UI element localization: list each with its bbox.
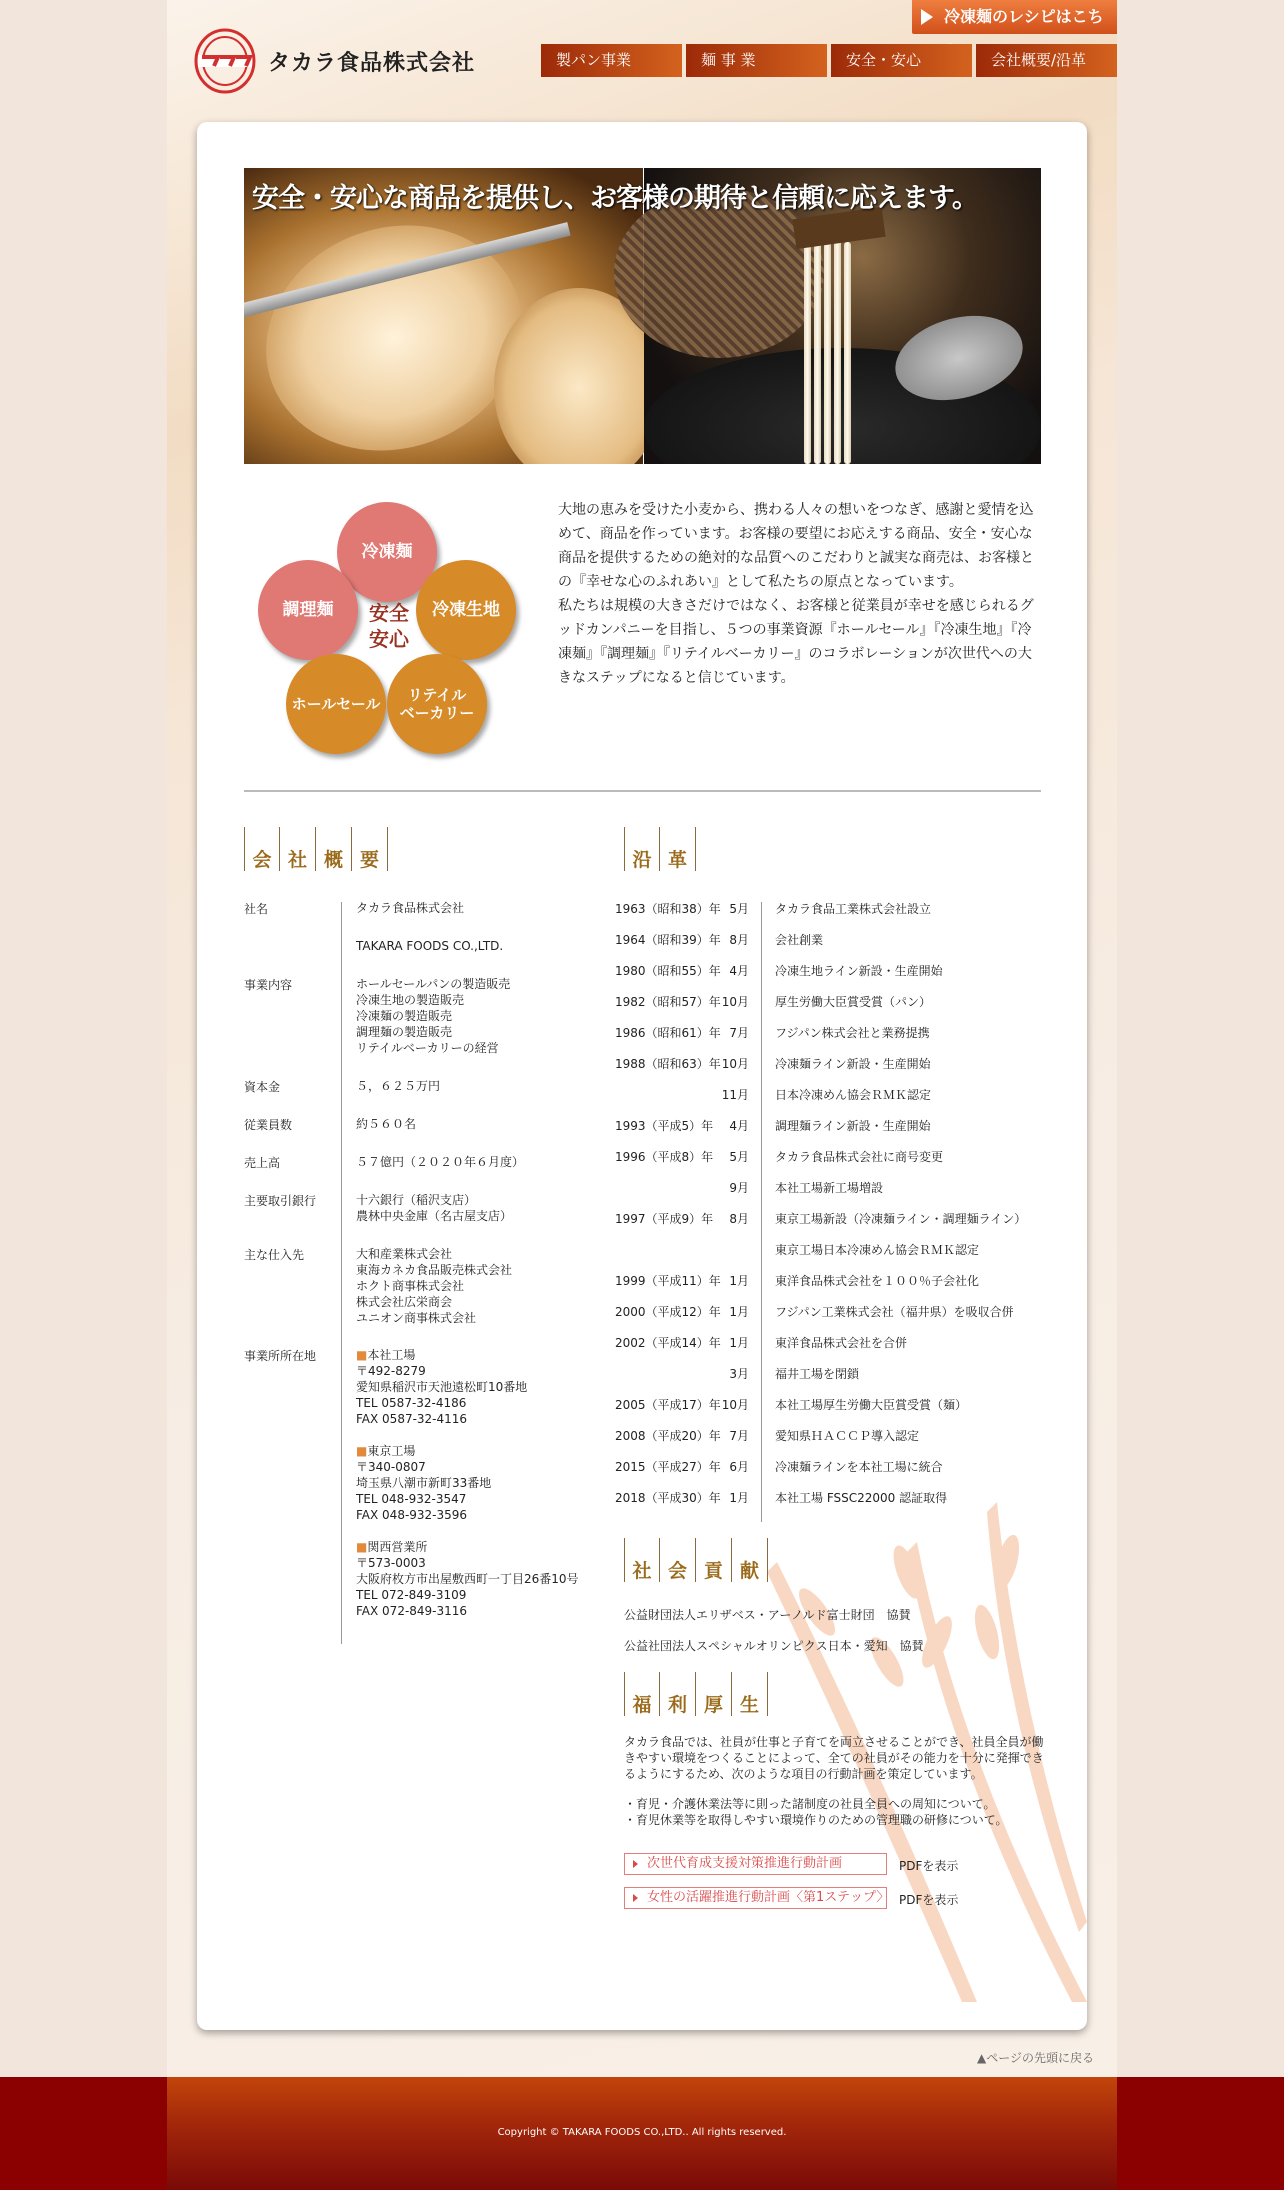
history-year: 1996（平成8）年 [615, 1150, 714, 1164]
overview-value-line: リテイルベーカリーの経営 [356, 1041, 499, 1055]
company-logo-icon[interactable] [194, 28, 256, 94]
history-month: 9月 [729, 1181, 749, 1195]
history-month: 10月 [721, 1057, 749, 1071]
header [167, 0, 1117, 120]
triangle-right-icon [633, 1894, 638, 1902]
history-event: 愛知県ＨＡＣＣＰ導入認定 [775, 1429, 920, 1443]
circle-wholesale[interactable]: ホールセール [286, 654, 386, 754]
history-month: 6月 [729, 1460, 749, 1474]
overview-value-line: ユニオン商事株式会社 [356, 1311, 477, 1325]
page-wrapper [167, 0, 1117, 2077]
history-event: 冷凍麺ライン新設・生産開始 [775, 1057, 931, 1071]
square-bullet-icon: ■ [356, 1348, 368, 1362]
history-year: 1999（平成11）年 [615, 1274, 721, 1288]
history-year: 2005（平成17）年 [615, 1398, 721, 1412]
history-month: 10月 [721, 1398, 749, 1412]
history-year: 2000（平成12）年 [615, 1305, 721, 1319]
history-month: 5月 [729, 1150, 749, 1164]
overview-value-line: FAX 072-849-3116 [356, 1604, 468, 1618]
overview-value-line: 〒573-0003 [356, 1556, 426, 1570]
contribution-item: 公益社団法人スペシャルオリンピクス日本・愛知 協賛 [624, 1639, 924, 1653]
history-month: 1月 [729, 1336, 749, 1350]
overview-value-line [356, 1523, 579, 1539]
overview-value-line: ホクト商事株式会社 [356, 1279, 465, 1293]
office-name: 関西営業所 [367, 1540, 428, 1554]
history-vertical-rule [761, 902, 762, 1522]
overview-value-line: 株式会社広栄商会 [356, 1295, 453, 1309]
history-event: 東洋食品株式会社を合併 [775, 1336, 908, 1350]
overview-value [356, 1246, 512, 1326]
overview-value [356, 976, 510, 1056]
overview-value-line: TAKARA FOODS CO.,LTD. [356, 939, 504, 953]
overview-value-line: ホールセールパンの製造販売 [356, 977, 511, 991]
history-event: 本社工場厚生労働大臣賞受賞（麺） [775, 1398, 968, 1412]
overview-value-line: 冷凍麺の製造販売 [356, 1009, 453, 1023]
history-event: 福井工場を閉鎖 [775, 1367, 860, 1381]
overview-label: 主要取引銀行 [244, 1194, 317, 1208]
history-year: 2015（平成27）年 [615, 1460, 721, 1474]
overview-value-line: TEL 072-849-3109 [356, 1588, 467, 1602]
circle-retail-bakery[interactable]: リテイル ベーカリー [387, 654, 487, 754]
intro-paragraph: 私たちは規模の大きさだけではなく、お客様と従業員が幸せを感じられるグッドカンパニーを目指し、５つの事業資源『ホールセール』『冷凍生地』『冷凍麺』『調理麺』『リテイルベーカリー』のコラボレーションが次世代への大きなステップになると信じています。 [558, 598, 1034, 686]
overview-label: 主な仕入先 [244, 1248, 305, 1262]
history-month: 3月 [729, 1367, 749, 1381]
overview-value-line: 愛知県稲沢市天池遠松町10番地 [356, 1380, 528, 1394]
overview-value-line: TEL 048-932-3547 [356, 1492, 467, 1506]
overview-value-line [356, 1443, 579, 1459]
overview-value [356, 1078, 440, 1094]
overview-value-line [356, 1427, 579, 1443]
overview-value [356, 1192, 512, 1224]
history-year: 1986（昭和61）年 [615, 1026, 721, 1040]
overview-value [356, 1347, 579, 1619]
contribution-item: 公益財団法人エリザベス・アーノルド富士財団 協賛 [624, 1608, 911, 1622]
square-bullet-icon: ■ [356, 1444, 368, 1458]
triangle-right-icon [633, 1860, 638, 1868]
overview-value [356, 1116, 416, 1132]
overview-value-line: 大和産業株式会社 [356, 1247, 453, 1261]
circle-frozen-noodle[interactable]: 冷凍麺 [337, 502, 437, 602]
footer-inner [167, 2077, 1117, 2190]
history-event: 冷凍麺ラインを本社工場に統合 [775, 1460, 943, 1474]
history-year: 1982（昭和57）年 [615, 995, 721, 1009]
nav-noodle[interactable]: 麺 事 業 [686, 44, 827, 77]
arrow-right-icon [921, 9, 933, 25]
history-year: 1963（昭和38）年 [615, 902, 721, 916]
office-name: 東京工場 [367, 1444, 416, 1458]
copyright: Copyright © TAKARA FOODS CO.,LTD.. All rights reserved. [497, 2127, 787, 2138]
office-name: 本社工場 [367, 1348, 416, 1362]
overview-vertical-rule [341, 902, 342, 1644]
welfare-description: タカラ食品では、社員が仕事と子育てを両立させることができ、社員全員が働きやすい環境をつくることによって、全ての社員がその能力を十分に発揮できるようにするため、次のような項目の行動計画を策定しています。 ・育児・介護休業法等に則った諸制度の社員全員への周知について。 ・育児休業等を取得しやすい環境作りのための管理職の研修について。 [624, 1735, 1044, 1827]
overview-value-line [356, 1539, 579, 1555]
overview-value-line: 〒492-8279 [356, 1364, 426, 1378]
pdf-view-link[interactable]: PDFを表示 [899, 1859, 959, 1873]
history-month: 10月 [721, 995, 749, 1009]
history-year: 1964（昭和39）年 [615, 933, 721, 947]
nav-bread[interactable]: 製パン事業 [541, 44, 682, 77]
overview-value-line: 農林中央金庫（名古屋支店） [356, 1209, 513, 1223]
overview-value-line: タカラ食品株式会社 [356, 901, 465, 915]
history-year: 2008（平成20）年 [615, 1429, 721, 1443]
section-heading-history: 沿 革 [624, 827, 696, 871]
section-heading-contribution: 社 会 貢 献 [624, 1538, 768, 1582]
history-event: 調理麺ライン新設・生産開始 [775, 1119, 931, 1133]
nav-company[interactable]: 会社概要/沿革 [976, 44, 1117, 77]
history-event: タカラ食品株式会社に商号変更 [775, 1150, 944, 1164]
history-event: 日本冷凍めん協会ＲＭＫ認定 [775, 1088, 932, 1102]
overview-label: 従業員数 [244, 1118, 293, 1132]
history-year: 1993（平成5）年 [615, 1119, 714, 1133]
section-divider [244, 790, 1041, 792]
history-month: 8月 [729, 1212, 749, 1226]
overview-label: 資本金 [244, 1080, 281, 1094]
pdf-button-women-plan[interactable]: 女性の活躍推進行動計画〈第1ステップ〉 [624, 1887, 887, 1909]
content-card [197, 122, 1087, 2030]
history-year: 1988（昭和63）年 [615, 1057, 721, 1071]
history-year: 2002（平成14）年 [615, 1336, 721, 1350]
nav-safety[interactable]: 安全・安心 [831, 44, 972, 77]
history-event: 厚生労働大臣賞受賞（パン） [775, 995, 932, 1009]
pdf-button-next-generation-plan[interactable]: 次世代育成支援対策推進行動計画 [624, 1853, 887, 1875]
history-month: 1月 [729, 1491, 749, 1505]
overview-value-line: TEL 0587-32-4186 [356, 1396, 467, 1410]
company-name[interactable]: タカラ食品株式会社 [268, 51, 476, 76]
overview-value-line [356, 1347, 579, 1363]
overview-value-line: 埼玉県八潮市新町33番地 [356, 1476, 492, 1490]
history-event: タカラ食品工業株式会社設立 [775, 902, 932, 916]
section-heading-welfare: 福 利 厚 生 [624, 1672, 768, 1716]
overview-value [356, 938, 503, 954]
overview-value-line: 十六銀行（稲沢支店） [356, 1193, 477, 1207]
history-event: 東洋食品株式会社を１００％子会社化 [775, 1274, 980, 1288]
history-month: 5月 [729, 902, 749, 916]
footer [0, 2077, 1284, 2190]
history-year: 1997（平成9）年 [615, 1212, 714, 1226]
history-event: フジパン株式会社と業務提携 [775, 1026, 930, 1040]
overview-value-line: 調理麺の製造販売 [356, 1025, 453, 1039]
section-heading-overview: 会 社 概 要 [244, 827, 388, 871]
history-event: 冷凍生地ライン新設・生産開始 [775, 964, 943, 978]
hero-title: 安全・安心な商品を提供し、お客様の期待と信頼に応えます。 [252, 183, 978, 214]
overview-value-line: FAX 0587-32-4116 [356, 1412, 468, 1426]
history-month: 7月 [729, 1429, 749, 1443]
overview-value-line: 東海カネカ食品販売株式会社 [356, 1263, 513, 1277]
overview-value-line: ５７億円（２０２０年６月度） [356, 1155, 525, 1169]
business-circles [244, 492, 544, 762]
overview-label: 社名 [244, 902, 269, 916]
main-nav [541, 44, 1117, 77]
overview-label: 売上高 [244, 1156, 281, 1170]
history-month: 4月 [729, 1119, 749, 1133]
history-event: 本社工場新工場増設 [775, 1181, 884, 1195]
history-month: 11月 [721, 1088, 749, 1102]
recipe-link-label: 冷凍麺のレシピはこち [944, 7, 1104, 26]
history-month: 4月 [729, 964, 749, 978]
history-month: 7月 [729, 1026, 749, 1040]
overview-value-line: 大阪府枚方市出屋敷西町一丁目26番10号 [356, 1572, 579, 1586]
overview-value-line: 冷凍生地の製造販売 [356, 993, 465, 1007]
history-event: 会社創業 [775, 933, 824, 947]
hero-banner [244, 168, 1041, 464]
overview-value-line: 〒340-0807 [356, 1460, 426, 1474]
overview-value [356, 1154, 524, 1170]
intro-text [558, 498, 1044, 690]
history-event: 本社工場 FSSC22000 認証取得 [775, 1491, 948, 1505]
overview-value-line: FAX 048-932-3596 [356, 1508, 468, 1522]
history-event: 東京工場新設（冷凍麺ライン・調理麺ライン） [775, 1212, 1027, 1226]
circle-frozen-dough[interactable]: 冷凍生地 [416, 560, 516, 660]
history-month: 1月 [729, 1274, 749, 1288]
square-bullet-icon: ■ [356, 1540, 368, 1554]
overview-value-line: 約５６０名 [356, 1117, 417, 1131]
overview-label: 事業所所在地 [244, 1349, 317, 1363]
overview-value [356, 900, 464, 916]
history-month: 8月 [729, 933, 749, 947]
circle-cooked-noodle[interactable]: 調理麺 [258, 560, 358, 660]
history-year: 1980（昭和55）年 [615, 964, 721, 978]
pdf-view-link[interactable]: PDFを表示 [899, 1893, 959, 1907]
intro-paragraph: 大地の恵みを受けた小麦から、携わる人々の想いをつなぎ、感謝と愛情を込めて、商品を作っています。お客様の要望にお応えする商品、安全・安心な商品を提供するための絶対的な品質へのこだわりと誠実な商売は、お客様との『幸せな心のふれあい』として私たちの原点となっています。 [558, 502, 1034, 590]
overview-label: 事業内容 [244, 978, 293, 992]
history-event: フジパン工業株式会社（福井県）を吸収合併 [775, 1305, 1014, 1319]
overview-value-line: ５，６２５万円 [356, 1079, 441, 1093]
safety-center-label: 安全 安心 [369, 601, 409, 651]
history-year: 2018（平成30）年 [615, 1491, 721, 1505]
page-top-link[interactable]: ▲ページの先頭に戻る [977, 2051, 1094, 2065]
history-month: 1月 [729, 1305, 749, 1319]
history-event: 東京工場日本冷凍めん協会ＲＭＫ認定 [775, 1243, 980, 1257]
recipe-link-button[interactable] [912, 0, 1117, 34]
